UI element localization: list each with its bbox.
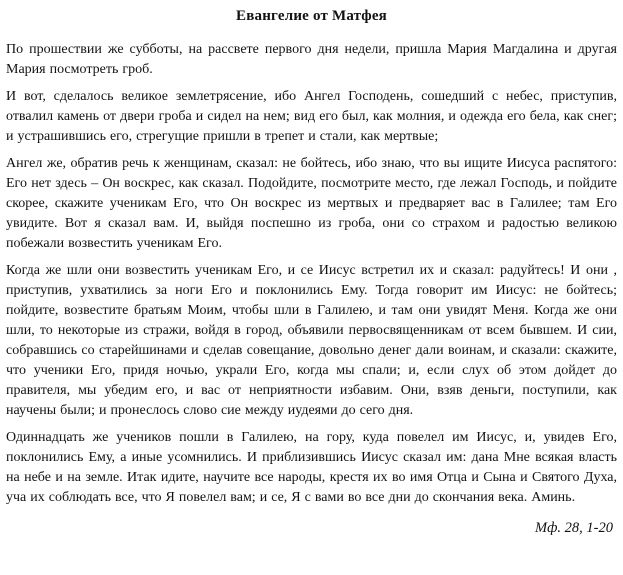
body-paragraph-5: Одиннадцать же учеников пошли в Галилею, на гору, куда повелел им Иисус, и, увидев Его, поклонились Ему, а иные усомнились. И приблизившись Иисус сказал им: дана Мне всякая власть на небе и на земле. Итак идите, научите все народы, крестя их во имя Отца и Сына и Святого Духа, уча их соблюдать все, что Я повелел вам; и се, Я с вами во все дни до скончания века. Аминь.	[6, 430, 617, 505]
body-paragraph-1: По прошествии же субботы, на рассвете первого дня недели, пришла Мария Магдалина и другая Мария посмотреть гроб.	[6, 42, 617, 77]
scripture-citation: Мф. 28, 1-20	[535, 520, 613, 536]
page-title: Евангелие от Матфея	[236, 8, 387, 24]
body-paragraph-2: И вот, сделалось великое землетрясение, ибо Ангел Господень, сошедший с небес, приступив, отвалил камень от двери гроба и сидел на нем; вид его был, как молния, и одежда его бела, как снег; и устрашившись его, стрегущие пришли в трепет и стали, как мертвые;	[6, 89, 617, 144]
body-paragraph-4: Когда же шли они возвестить ученикам Его, и се Иисус встретил их и сказал: радуйтесь! И они , приступив, ухватились за ноги Его и поклонились Ему. Тогда говорит им Иисус: не бойтесь; пойдите, возвестите братьям Моим, чтобы шли в Галилею, и там они увидят Меня. Когда же они шли, то некоторые из стражи, войдя в город, объявили первосвященникам от всем бывшем. И сии, собравшись со старейшинами и сделав совещание, довольно денег дали воинам, и сказали: скажите, что ученики Его, придя ночью, украли Его, когда мы спали; и, если слух об этом дойдет до правителя, мы убедим его, и вас от неприятности избавим. Они, взяв деньги, поступили, как научены были; и пронеслось слово сие между иудеями до сего дня.	[6, 263, 617, 418]
body-paragraph-3: Ангел же, обратив речь к женщинам, сказал: не бойтесь, ибо знаю, что вы ищите Иисуса распятого: Его нет здесь – Он воскрес, как сказал. Подойдите, посмотрите место, где лежал Господь, и пойдите скорее, скажите ученикам Его, что Он воскрес из мертвых и предваряет вас в Галилее; там Его увидите. Вот я сказал вам. И, выйдя поспешно из гроба, они со страхом и радостью великою побежали возвестить ученикам Его.	[6, 156, 617, 251]
